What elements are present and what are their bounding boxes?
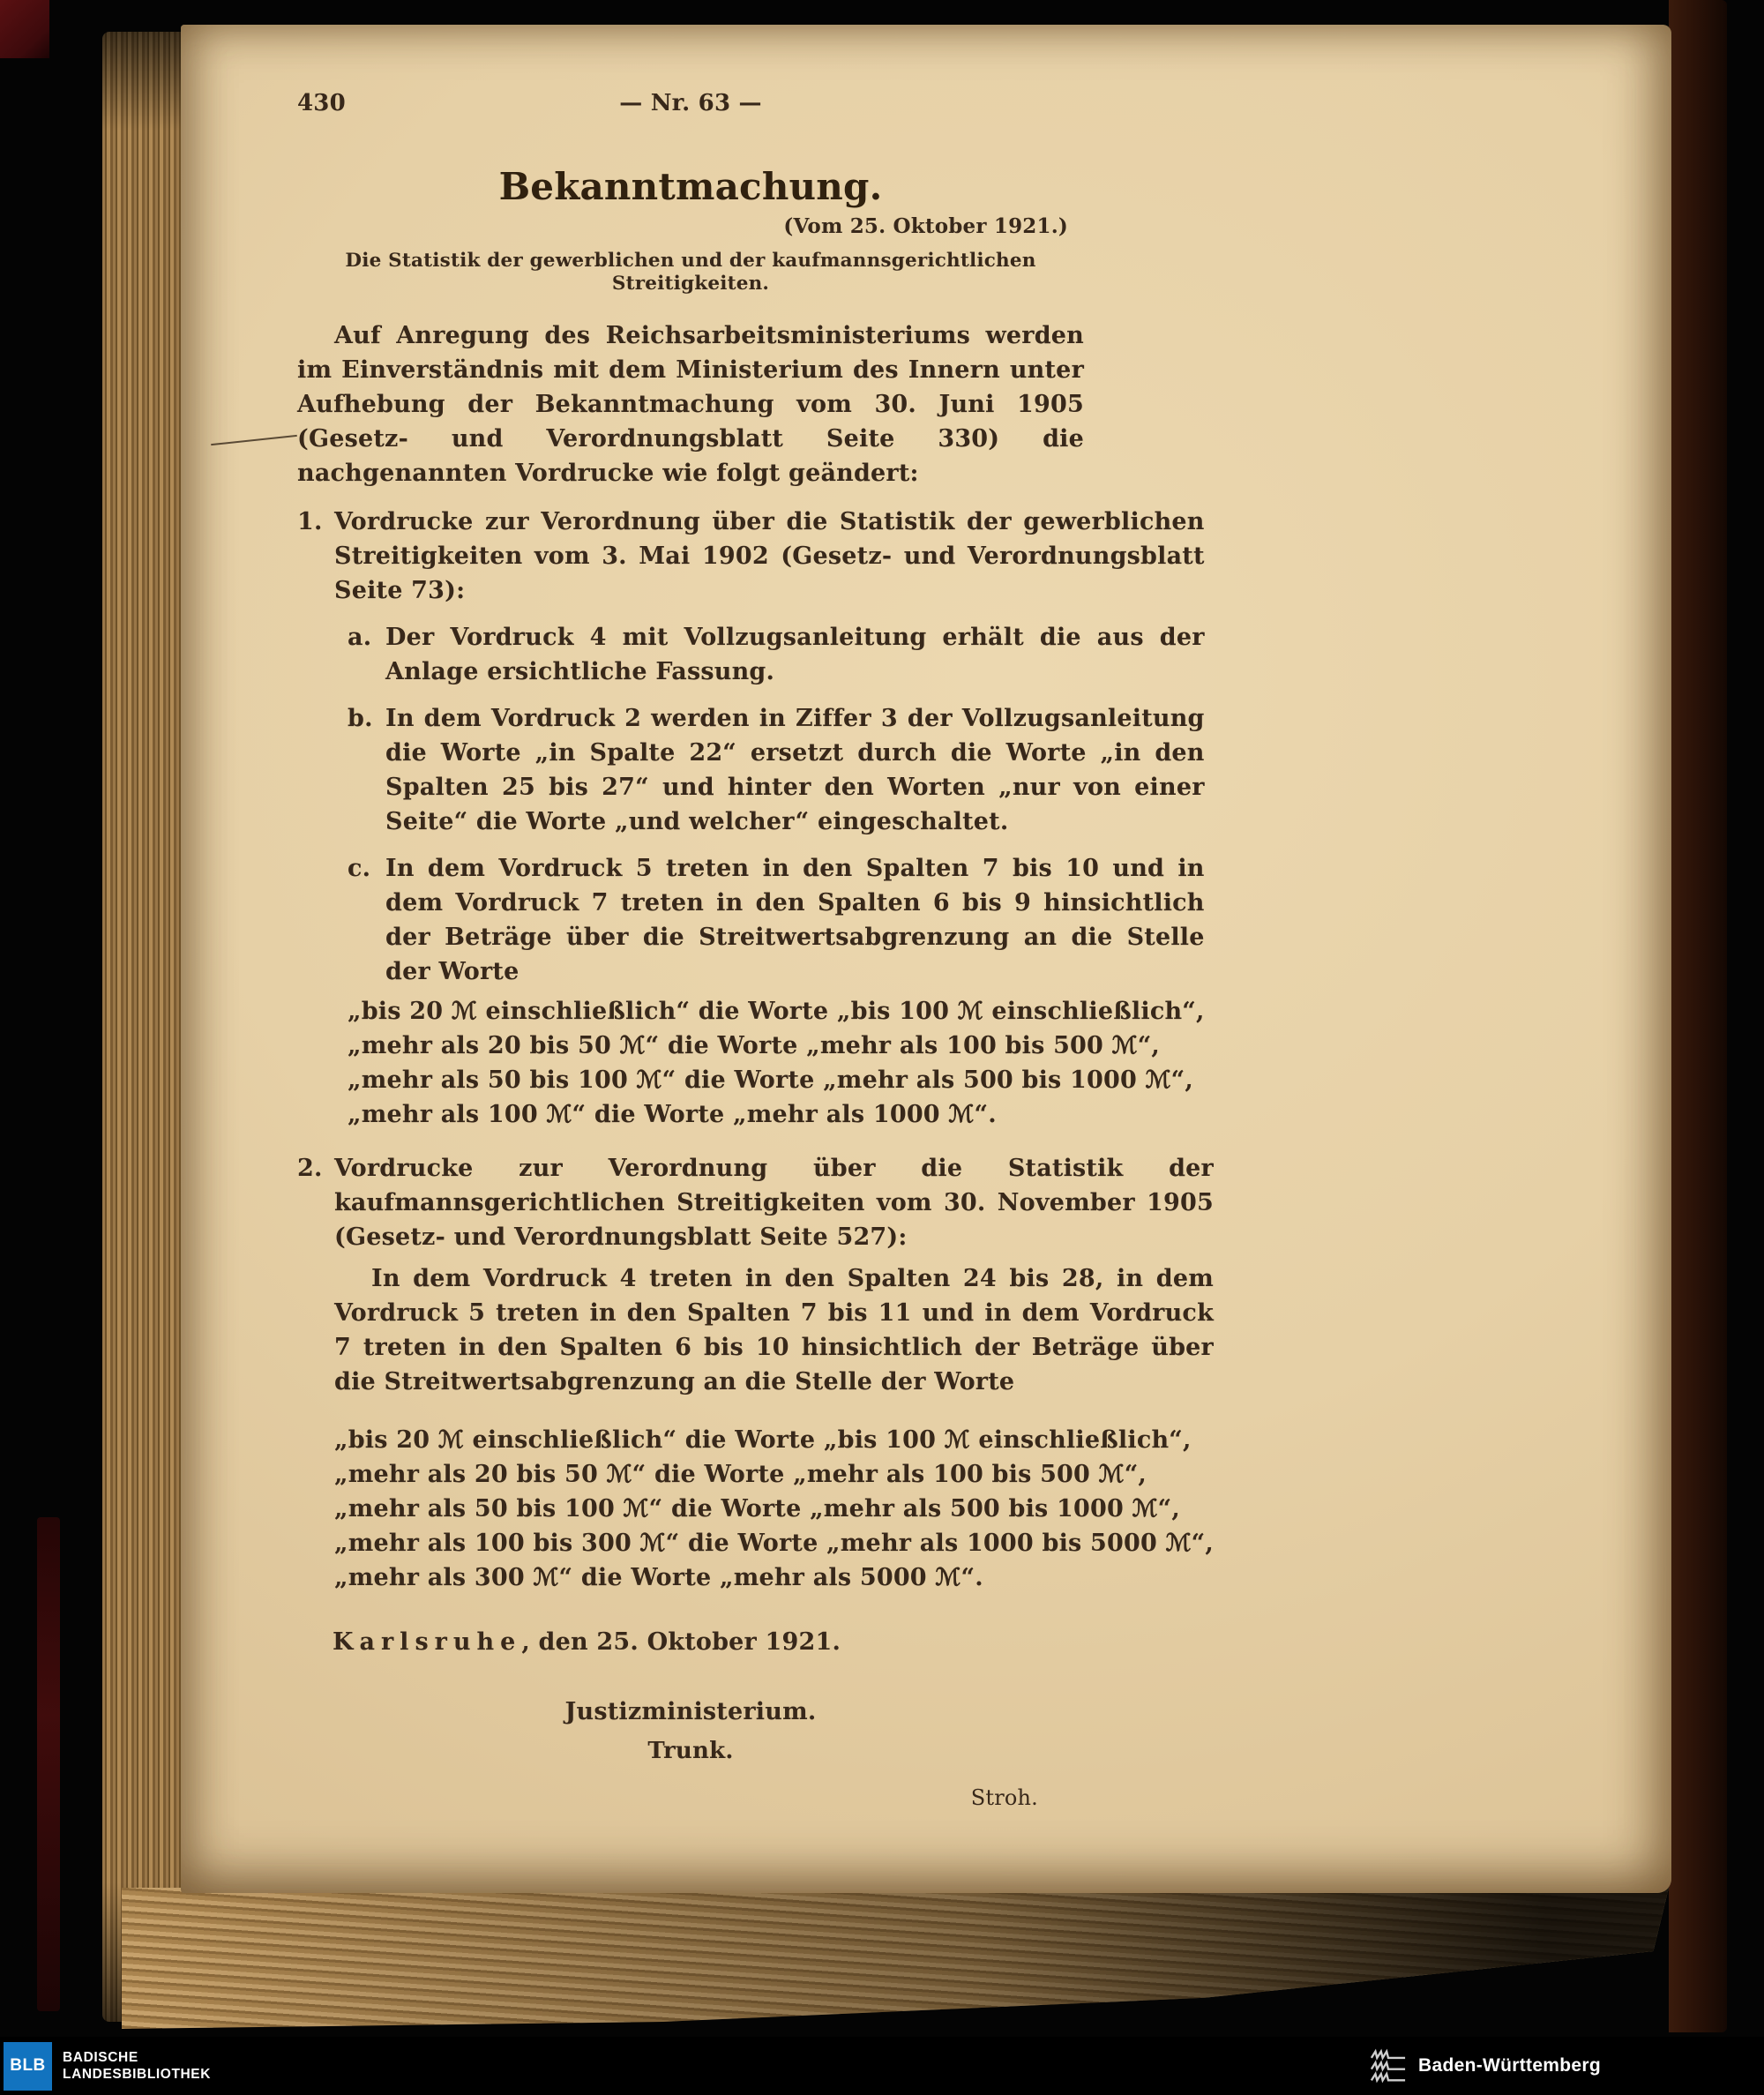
state-label: Baden-Württemberg — [1418, 2055, 1601, 2076]
list-item-2-text: Vordrucke zur Verordnung über die Statistik der kaufmannsgerichtlichen Streitigkeiten vom 30. November 1905 (Gesetz- und Verordnungsblatt Seite 527): — [334, 1155, 1214, 1251]
list-item-1-number: 1. — [297, 508, 323, 535]
item-2-amount-lines — [334, 1423, 1214, 1595]
amount-line: „mehr als 50 bis 100 ℳ“ die Worte „mehr als 500 bis 1000 ℳ“, — [348, 1066, 1194, 1094]
signature-name: Trunk. — [647, 1738, 734, 1764]
amount-line: „bis 20 ℳ einschließlich“ die Worte „bis 100 ℳ einschließlich“, — [348, 998, 1205, 1025]
intro-paragraph: Auf Anregung des Reichsarbeitsministeriums werden im Einverständnis mit dem Ministerium des Innern unter Aufhebung der Bekanntmachung vom 30. Juni 1905 (Gesetz- und Verordnungsblatt Seite 330) die nachgenannten Vordrucke wie folgt geändert: — [297, 322, 1084, 487]
issue-number: — Nr. 63 — — [619, 90, 762, 116]
branding-footer-bar — [0, 2037, 1764, 2095]
library-name-line2: LANDESBIBLIOTHEK — [63, 2067, 212, 2082]
sub-item-c-text: In dem Vordruck 5 treten in den Spalten 7 bis 10 und in dem Vordruck 7 treten in den Spalten 6 bis 9 hinsichtlich der Beträge über die Streitwertsabgrenzung an die Stelle der Worte — [385, 855, 1205, 985]
library-branding — [0, 2042, 211, 2091]
book-cover-sliver — [37, 1517, 60, 2011]
place-date-line — [333, 1625, 1084, 1659]
list-item-1-body — [334, 505, 1205, 1132]
list-item-2-body — [334, 1151, 1214, 1595]
page-stack-bottom-edge — [122, 1888, 1669, 2029]
amount-line: „bis 20 ℳ einschließlich“ die Worte „bis 100 ℳ einschließlich“, — [334, 1426, 1192, 1454]
sub-item-a-text: Der Vordruck 4 mit Vollzugsanleitung erhält die aus der Anlage ersichtliche Fassung. — [385, 624, 1205, 685]
amount-line: „mehr als 50 bis 100 ℳ“ die Worte „mehr als 500 bis 1000 ℳ“, — [334, 1495, 1181, 1523]
amount-line: „mehr als 300 ℳ“ die Worte „mehr als 5000 ℳ“. — [334, 1564, 983, 1591]
document-text-block — [297, 86, 1214, 1815]
signature-right: Stroh. — [970, 1785, 1038, 1810]
document-title: Bekanntmachung. — [498, 165, 883, 208]
list-item-2 — [297, 1151, 1214, 1595]
state-branding — [1369, 2048, 1601, 2084]
amount-line: „mehr als 20 bis 50 ℳ“ die Worte „mehr als 100 bis 500 ℳ“, — [334, 1461, 1147, 1488]
blb-logo — [4, 2042, 52, 2091]
book-cover-right-edge — [1669, 0, 1727, 2032]
place-name: Karlsruhe — [333, 1628, 522, 1656]
page-number: 430 — [297, 90, 346, 116]
blb-logo-text: BLB — [10, 2056, 46, 2075]
library-name — [63, 2049, 211, 2083]
book-cover-corner — [0, 0, 49, 58]
list-item-1-text: Vordrucke zur Verordnung über die Statistik der gewerblichen Streitigkeiten vom 3. Mai 1902 (Gesetz- und Verordnungsblatt Seite 73): — [334, 508, 1205, 604]
sub-item-b-text: In dem Vordruck 2 werden in Ziffer 3 der Vollzugsanleitung die Worte „in Spalte 22“ ersetzt durch die Worte „in den Spalten 25 bis 27“ und hinter den Worten „nur von einer Seite“ die Worte „und welcher“ eingeschaltet. — [385, 705, 1205, 835]
item-1-amount-lines — [348, 994, 1205, 1132]
sub-item-a — [348, 620, 1205, 689]
amount-line: „mehr als 100 ℳ“ die Worte „mehr als 1000 ℳ“. — [348, 1101, 997, 1128]
sub-item-a-label: a. — [348, 624, 372, 651]
document-page — [181, 25, 1671, 1893]
document-subtitle: Die Statistik der gewerblichen und der kaufmannsgerichtlichen Streitigkeiten. — [345, 250, 1036, 295]
handwritten-pen-mark — [211, 435, 297, 445]
sub-item-c-label: c. — [348, 855, 371, 882]
sub-item-c — [348, 851, 1205, 989]
list-item-1 — [297, 505, 1205, 1132]
running-header — [297, 86, 1084, 121]
place-date-rest: , den 25. Oktober 1921. — [521, 1628, 841, 1656]
baden-wuerttemberg-antlers-icon — [1369, 2048, 1408, 2084]
signature-ministry: Justizministerium. — [564, 1698, 817, 1725]
library-name-line1: BADISCHE — [63, 2050, 138, 2065]
page-stack-left-edge — [102, 32, 185, 2022]
sub-item-b — [348, 701, 1205, 839]
amount-line: „mehr als 20 bis 50 ℳ“ die Worte „mehr als 100 bis 500 ℳ“, — [348, 1032, 1161, 1059]
amount-line: „mehr als 100 bis 300 ℳ“ die Worte „mehr als 1000 bis 5000 ℳ“, — [334, 1530, 1214, 1557]
sub-item-b-label: b. — [348, 705, 373, 732]
date-line: (Vom 25. Oktober 1921.) — [783, 214, 1068, 238]
list-item-2-number: 2. — [297, 1155, 323, 1182]
list-item-2-paragraph: In dem Vordruck 4 treten in den Spalten 24 bis 28, in dem Vordruck 5 treten in den Spalten 7 bis 11 und in dem Vordruck 7 treten in den Spalten 6 bis 10 hinsichtlich der Beträge über die Streitwertsabgrenzung an die Stelle der Worte — [334, 1265, 1214, 1395]
